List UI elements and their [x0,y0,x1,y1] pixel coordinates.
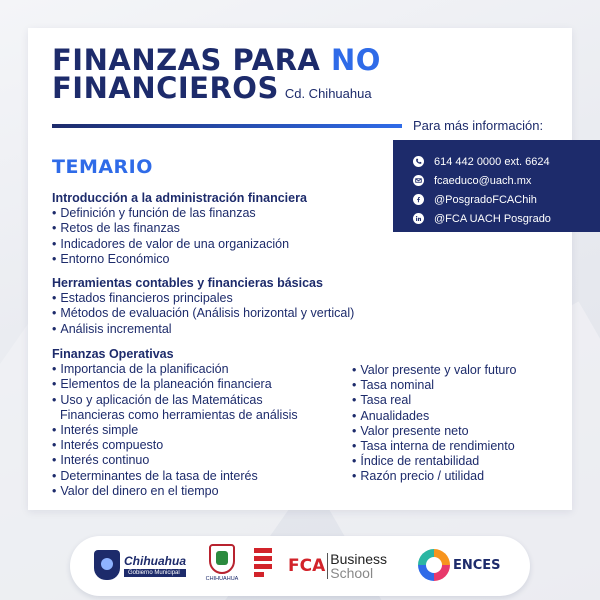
city-label: Cd. Chihuahua [284,86,372,101]
contact-email[interactable] [413,171,600,190]
list-item: • Tasa real [352,393,517,408]
facebook-icon [413,194,424,205]
list-item: • Interés simple [52,423,298,438]
logo-divider [327,553,328,579]
phone-icon [413,156,424,167]
chihuahua-name: Chihuahua [124,553,186,568]
list-item: Financieras como herramientas de análisis [60,407,298,422]
list-item: • Determinantes de la tasa de interés [52,469,298,484]
temario-section-3-col2 [352,363,517,485]
list-item: • Tasa interna de rendimiento [352,439,517,454]
contact-box [393,140,600,232]
contact-linkedin[interactable] [413,209,600,228]
email-icon [413,175,424,186]
title-highlight: NO [330,43,381,77]
list-item: • Estados financieros principales [52,291,354,306]
list-item: • Interés compuesto [52,438,298,453]
title-divider [52,124,402,128]
contact-phone-text: 614 442 0000 ext. 6624 [434,155,550,168]
list-item: • Valor presente neto [352,424,517,439]
school-text: School [330,565,374,581]
logo-chihuahua-municipal [94,550,186,580]
list-item: • Análisis incremental [52,322,354,337]
temario-heading: TEMARIO [52,156,153,178]
business-text: Business [330,551,388,567]
section-title: Finanzas Operativas [52,347,174,361]
temario-sections-1-2 [52,191,354,337]
contact-facebook-text: @PosgradoFCAChih [434,193,537,206]
list-item: • Importancia de la planificación [52,362,298,377]
logo-ences [418,549,501,581]
list-item: • Definición y función de las finanzas [52,206,354,221]
contact-heading: Para más información: [413,118,544,133]
list-item: • Índice de rentabilidad [352,454,517,469]
page-title [52,43,381,108]
uach-text: CHIHUAHUA [205,576,239,582]
fca-mark-icon [254,548,272,578]
title-part1: FINANZAS PARA [52,43,321,77]
ences-text: ENCES [453,557,501,573]
temario-section-3-col1 [52,347,298,499]
list-item: • Razón precio / utilidad [352,469,517,484]
uach-shield-icon [209,544,235,574]
list-item: • Indicadores de valor de una organización [52,237,354,252]
contact-facebook[interactable] [413,190,600,209]
list-item: • Interés continuo [52,453,298,468]
list-item: • Elementos de la planeación financiera [52,377,298,392]
logo-fca-mark [254,548,272,578]
list-item: • Entorno Económico [52,252,354,267]
sponsor-logo-bar [70,536,530,596]
logo-uach [202,544,242,582]
section-title: Herramientas contables y financieras básicas [52,276,323,291]
list-item: • Retos de las finanzas [52,221,354,236]
spacer [52,267,354,276]
list-item: • Uso y aplicación de las Matemáticas [52,393,298,408]
section-title: Introducción a la administración financiera [52,191,307,205]
list-item: • Tasa nominal [352,378,517,393]
list-item: • Anualidades [352,409,517,424]
list-item: • Valor del dinero en el tiempo [52,484,298,499]
linkedin-icon [413,213,424,224]
title-line2: FINANCIEROS [52,71,279,105]
chihuahua-emblem-icon [94,550,120,580]
contact-email-text: fcaeduco@uach.mx [434,174,532,187]
ences-ring-icon [418,549,450,581]
list-item: • Métodos de evaluación (Análisis horizontal y vertical) [52,306,354,321]
chihuahua-sub: Gobierno Municipal [124,569,186,577]
fca-text: FCA [288,556,326,576]
contact-linkedin-text: @FCA UACH Posgrado [434,212,551,225]
logo-fca-business-school [288,552,387,580]
contact-phone[interactable] [413,152,600,171]
list-item: • Valor presente y valor futuro [352,363,517,378]
